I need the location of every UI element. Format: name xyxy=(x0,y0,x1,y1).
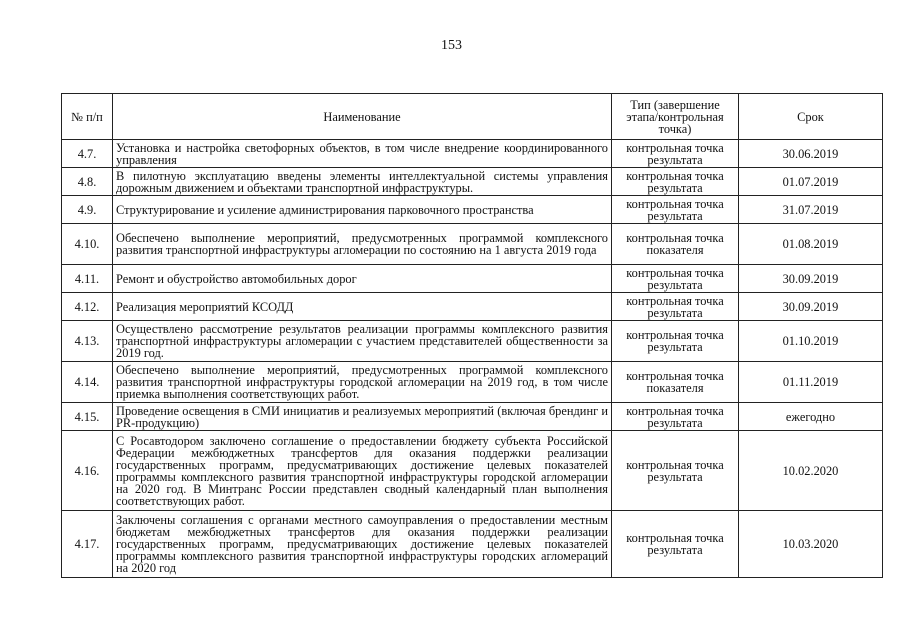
table-row xyxy=(62,224,883,265)
row-deadline: 31.07.2019 xyxy=(739,196,883,224)
table-row xyxy=(62,140,883,168)
row-name: Обеспечено выполнение мероприятий, предусмотренных программой комплексного развития транспортной инфраструктуры агломерации по состоянию на 1 августа 2019 года xyxy=(113,224,612,265)
table-row xyxy=(62,168,883,196)
row-name: В пилотную эксплуатацию введены элементы интеллектуальной системы управления дорожным движением и объектами транспортной инфраструктуры. xyxy=(113,168,612,196)
table-row xyxy=(62,293,883,321)
row-num: 4.8. xyxy=(62,168,113,196)
row-name: Установка и настройка светофорных объектов, в том числе внедрение координированного управления xyxy=(113,140,612,168)
row-num: 4.7. xyxy=(62,140,113,168)
table-row xyxy=(62,403,883,431)
table-row xyxy=(62,362,883,403)
row-num: 4.10. xyxy=(62,224,113,265)
header-name: Наименование xyxy=(113,94,612,140)
row-num: 4.13. xyxy=(62,321,113,362)
table-row xyxy=(62,511,883,578)
row-deadline: ежегодно xyxy=(739,403,883,431)
table-row xyxy=(62,196,883,224)
row-type: контрольная точка результата xyxy=(612,511,739,578)
row-type: контрольная точка результата xyxy=(612,293,739,321)
row-deadline: 30.09.2019 xyxy=(739,265,883,293)
header-type: Тип (завершение этапа/контрольная точка) xyxy=(612,94,739,140)
row-type: контрольная точка результата xyxy=(612,140,739,168)
row-type: контрольная точка результата xyxy=(612,265,739,293)
row-deadline: 01.07.2019 xyxy=(739,168,883,196)
row-type: контрольная точка показателя xyxy=(612,362,739,403)
row-num: 4.11. xyxy=(62,265,113,293)
row-type: контрольная точка результата xyxy=(612,196,739,224)
row-name: Заключены соглашения с органами местного самоуправления о предоставлении местным бюджетам межбюджетных трансфертов для оказания поддержки реализации государственных программ, предусматривающих достижение целевых показателей программы комплексного развития транспортной инфраструктуры городских агломераций на 2020 год xyxy=(113,511,612,578)
row-name: Осуществлено рассмотрение результатов реализации программы комплексного развития транспортной инфраструктуры агломерации с участием представителей общественности за 2019 год. xyxy=(113,321,612,362)
row-deadline: 30.09.2019 xyxy=(739,293,883,321)
row-deadline: 01.10.2019 xyxy=(739,321,883,362)
row-deadline: 10.03.2020 xyxy=(739,511,883,578)
row-num: 4.16. xyxy=(62,431,113,511)
row-type: контрольная точка результата xyxy=(612,431,739,511)
row-num: 4.15. xyxy=(62,403,113,431)
row-type: контрольная точка результата xyxy=(612,321,739,362)
page-number: 153 xyxy=(441,38,462,53)
row-name: Ремонт и обустройство автомобильных дорог xyxy=(113,265,612,293)
row-type: контрольная точка результата xyxy=(612,168,739,196)
table-row xyxy=(62,321,883,362)
row-type: контрольная точка результата xyxy=(612,403,739,431)
header-deadline: Срок xyxy=(739,94,883,140)
row-name: Реализация мероприятий КСОДД xyxy=(113,293,612,321)
header-num: № п/п xyxy=(62,94,113,140)
row-num: 4.17. xyxy=(62,511,113,578)
row-deadline: 01.11.2019 xyxy=(739,362,883,403)
row-num: 4.14. xyxy=(62,362,113,403)
milestones-table xyxy=(61,93,883,578)
row-deadline: 10.02.2020 xyxy=(739,431,883,511)
table-row xyxy=(62,431,883,511)
row-name: С Росавтодором заключено соглашение о предоставлении бюджету субъекта Российской Федерации межбюджетных трансфертов для оказания поддержки реализации государственных программ, предусматривающих достижение целевых показателей программы комплексного развития транспортной инфраструктуры городской агломерации на 2020 год. В Минтранс России представлен сводный календарный план выполнения соответствующих работ. xyxy=(113,431,612,511)
row-name: Обеспечено выполнение мероприятий, предусмотренных программой комплексного развития транспортной инфраструктуры городской агломерации на 2019 год, в том числе приемка выполнения соответствующих работ. xyxy=(113,362,612,403)
row-deadline: 01.08.2019 xyxy=(739,224,883,265)
table-row xyxy=(62,265,883,293)
table-header-row xyxy=(62,94,883,140)
row-name: Проведение освещения в СМИ инициатив и реализуемых мероприятий (включая брендинг и PR-продукцию) xyxy=(113,403,612,431)
row-type: контрольная точка показателя xyxy=(612,224,739,265)
row-deadline: 30.06.2019 xyxy=(739,140,883,168)
row-name: Структурирование и усиление администрирования парковочного пространства xyxy=(113,196,612,224)
row-num: 4.9. xyxy=(62,196,113,224)
row-num: 4.12. xyxy=(62,293,113,321)
